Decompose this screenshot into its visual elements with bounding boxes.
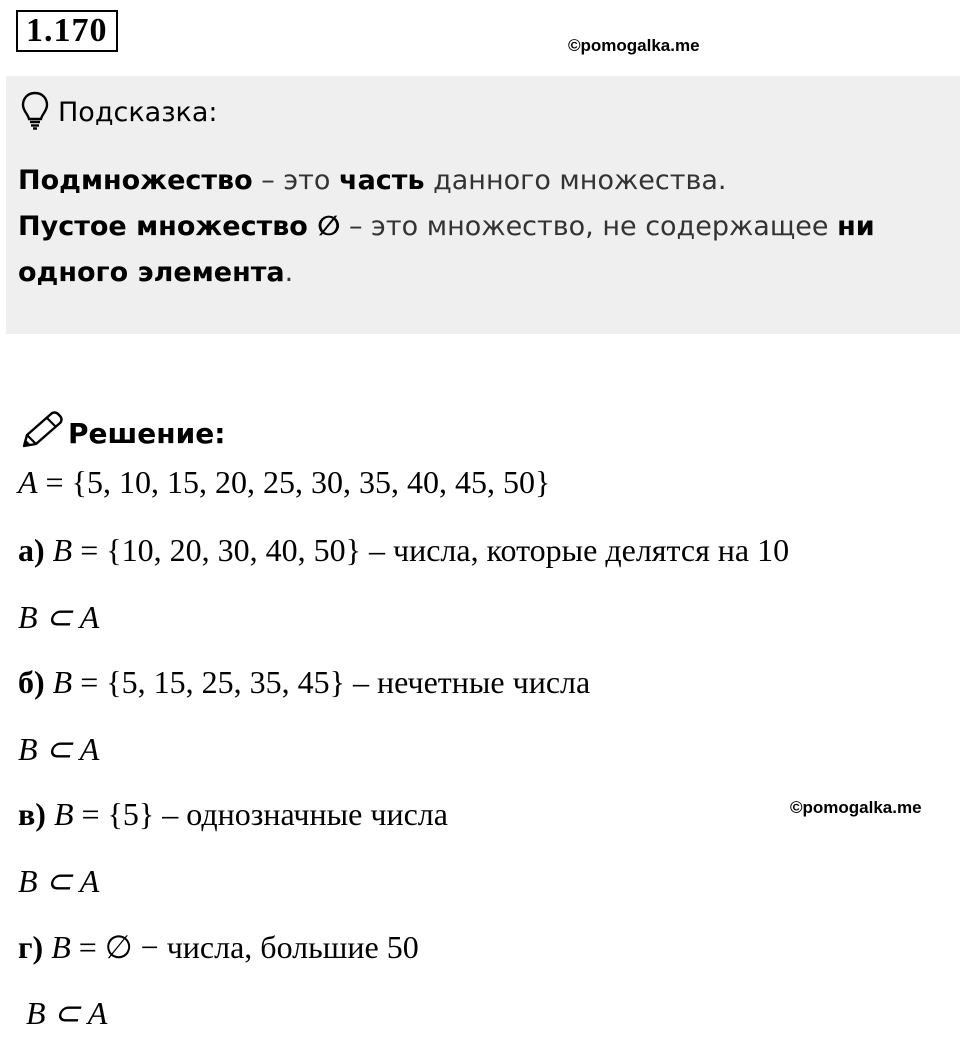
hint-term-empty-set: Пустое множество ∅ xyxy=(18,211,341,242)
item-letter: г) xyxy=(18,929,44,965)
hint-line-1 xyxy=(18,158,948,204)
item-a-conclusion xyxy=(18,598,99,636)
item-d xyxy=(18,928,419,966)
hint-keyword: часть xyxy=(339,165,425,196)
item-d-conclusion xyxy=(26,994,107,1032)
item-text: = {5, 15, 25, 35, 45} – нечетные числа xyxy=(72,664,591,700)
item-letter: в) xyxy=(18,796,46,832)
watermark: ©pomogalka.me xyxy=(568,36,700,55)
item-c-conclusion xyxy=(18,862,99,900)
hint-text: – это xyxy=(252,165,340,196)
item-text: = ∅ − числа, большие 50 xyxy=(70,929,419,965)
subset-relation: B ⊂ A xyxy=(26,995,108,1031)
subset-relation: B ⊂ A xyxy=(18,599,100,635)
hint-text: – это множество, не содержащее xyxy=(340,211,838,242)
set-var: A xyxy=(18,464,38,500)
item-a xyxy=(18,532,789,569)
watermark: ©pomogalka.me xyxy=(790,798,922,817)
set-var: B xyxy=(51,929,71,965)
hint-header xyxy=(20,90,218,135)
item-text: = {5} – однозначные числа xyxy=(73,796,448,832)
subset-relation: B ⊂ A xyxy=(18,863,100,899)
hint-text: . xyxy=(284,257,294,288)
item-text: = {10, 20, 30, 40, 50} – числа, которые делятся на 10 xyxy=(72,532,790,568)
hint-line-3 xyxy=(18,250,948,296)
item-letter: а) xyxy=(18,532,45,568)
hint-body xyxy=(18,158,948,296)
set-var: B xyxy=(52,664,73,700)
item-letter: б) xyxy=(18,664,45,700)
set-var: B xyxy=(52,532,73,568)
hint-line-2 xyxy=(18,204,948,250)
set-a-elements: = {5, 10, 15, 20, 25, 30, 35, 40, 45, 50} xyxy=(37,464,551,500)
hint-keyword: ни xyxy=(837,211,875,242)
solution-title: Решение: xyxy=(68,417,226,450)
hint-term-subset: Подмножество xyxy=(18,165,253,196)
item-b-conclusion xyxy=(18,730,99,768)
task-number: 1.170 xyxy=(16,10,118,52)
set-a-line xyxy=(18,464,550,501)
lightbulb-icon xyxy=(20,90,50,135)
item-c xyxy=(18,796,448,833)
hint-box xyxy=(6,76,960,334)
hint-keyword: одного элемента xyxy=(18,257,285,288)
hint-text: данного множества. xyxy=(424,165,727,196)
subset-relation: B ⊂ A xyxy=(18,731,100,767)
hint-title: Подсказка: xyxy=(58,97,218,128)
pencil-icon xyxy=(18,410,64,457)
solution-header xyxy=(18,410,225,457)
set-var: B xyxy=(53,796,74,832)
item-b xyxy=(18,664,590,701)
